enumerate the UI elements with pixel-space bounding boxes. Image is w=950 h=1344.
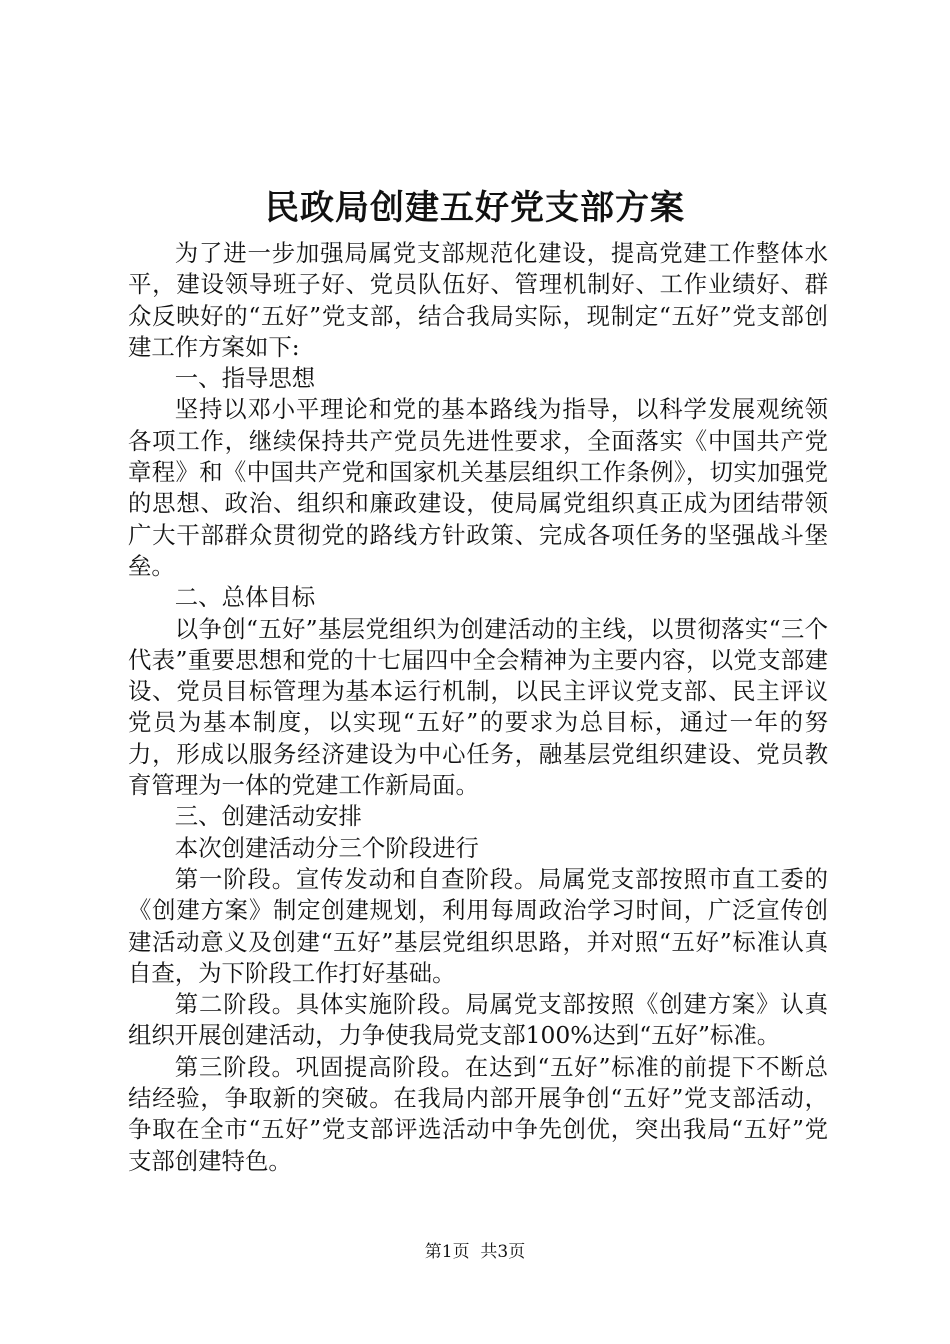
document-title: 民政局创建五好党支部方案	[265, 188, 685, 228]
stage-one-paragraph: 第一阶段。宣传发动和自查阶段。局属党支部按照市直工委的《创建方案》制定创建规划，利用每周政治学习时间，广泛宣传创建活动意义及创建“五好”基层党组织思路，并对照“五好”标准认真自查，为下阶段工作打好基础。	[128, 864, 828, 987]
stage-three-paragraph: 第三阶段。巩固提高阶段。在达到“五好”标准的前提下不断总结经验，争取新的突破。在我局内部开展争创“五好”党支部活动，争取在全市“五好”党支部评选活动中争先创优，突出我局“五好”党支部创建特色。	[128, 1052, 828, 1175]
guiding-ideology-paragraph: 坚持以邓小平理论和党的基本路线为指导，以科学发展观统领各项工作，继续保持共产党员先进性要求，全面落实《中国共产党章程》和《中国共产党和国家机关基层组织工作条例》，切实加强党的思想、政治、组织和廉政建设，使局属党组织真正成为团结带领广大干部群众贯彻党的路线方针政策、完成各项任务的坚强战斗堡垒。	[128, 395, 828, 580]
document-body	[128, 238, 828, 1177]
section-heading-guiding-ideology: 一、指导思想	[174, 364, 316, 393]
intro-paragraph: 为了进一步加强局属党支部规范化建设，提高党建工作整体水平，建设领导班子好、党员队伍好、管理机制好、工作业绩好、群众反映好的“五好”党支部，结合我局实际，现制定“五好”党支部创建工作方案如下:	[128, 239, 828, 361]
stage-two-paragraph: 第二阶段。具体实施阶段。局属党支部按照《创建方案》认真组织开展创建活动，力争使我局党支部100%达到“五好”标准。	[128, 990, 828, 1050]
section-heading-overall-goal: 二、总体目标	[174, 583, 316, 612]
page-footer	[0, 1240, 950, 1264]
overall-goal-paragraph: 以争创“五好”基层党组织为创建活动的主线，以贯彻落实“三个代表”重要思想和党的十七届四中全会精神为主要内容，以党支部建设、党员目标管理为基本运行机制，以民主评议党支部、民主评议党员为基本制度，以实现“五好”的要求为总目标，通过一年的努力，形成以服务经济建设为中心任务，融基层党组织建设、党员教育管理为一体的党建工作新局面。	[128, 614, 828, 800]
page-number: 第1页	[424, 1242, 470, 1262]
section-heading-activity-arrangement: 三、创建活动安排	[174, 802, 362, 831]
stages-intro-line: 本次创建活动分三个阶段进行	[174, 833, 479, 862]
page-total: 共3页	[480, 1242, 526, 1262]
